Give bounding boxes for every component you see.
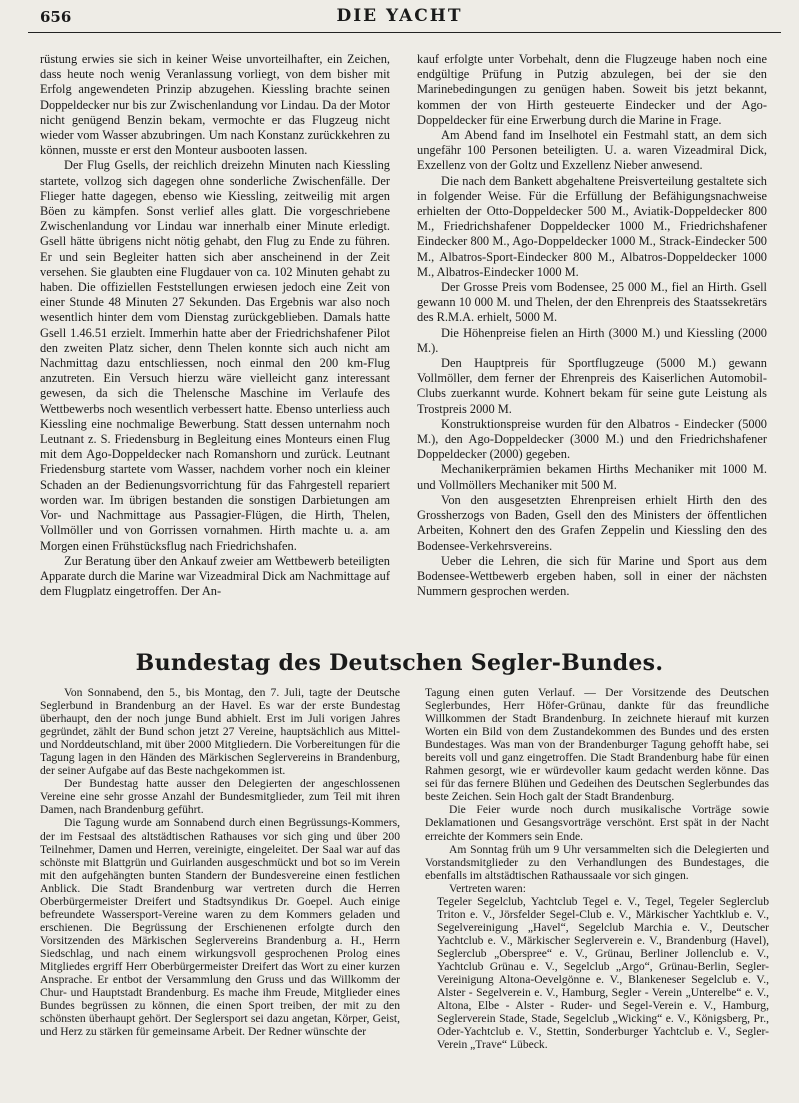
paragraph: Der Flug Gsells, der reichlich dreizehn Minuten nach Kiessling startete, vollzog sich dagegen ohne sonderliche Zwischenfälle. Der Flieger hatte dagegen, ebenso wie Kiessling, zeitweilig mit argen Böen zu kämpfen. Sonst verlief alles glatt. Die vorgeschriebene Zwischenlandung vor Lindau war innerhalb einer Minute erledigt. Gsell hätte übrigens nicht nötig gehabt, den Flug zu Ende zu führen. Er und sein Begleiter hatten sich aber anscheinend in der Zeit versehen. Sie glaubten eine Flugdauer von ca. 102 Minuten gehabt zu haben. Die offiziellen Feststellungen erwiesen jedoch eine Zeit von einer Stunde 48 Minuten 27 Sekunden. Das Ergebnis war also noch wesentlich hinter dem vom Dienstag zurückgeblieben. Damals hatte Gsell 1.46.51 erzielt. Immerhin hatte aber der Friedrichshafener Pilot den zweiten Platz sicher, denn Thelen konnte sich auch nicht am Nachmittag dazu entschliessen, noch einmal den 200 km-Flug anzutreten. Ein Versuch hierzu wäre vielleicht ganz interessant gewesen, da sich die Thelensche Maschine im Verlaufe des Wettbewerbs noch wesentlich verbessert hatte. Ebenso unterliess auch Kiessling eine nochmalige Bewerbung. Statt dessen unternahm noch Leutnant z. S. Friedensburg in Begleitung eines Monteurs einen Flug mit dem Ago-Doppeldecker nach Romanshorn und zurück. Leutnant Friedensburg startete vom Wasser, nachdem vorher noch ein kleiner Schaden an der Bedienungsvorrichtung für das Fahrgestell repariert worden war. Im übrigen bestanden die sonstigen Darbietungen am Vor- und Nachmittage aus Passagier-Flügen, die Hirth, Thelen, Vollmöller und von Gorrissen vornahmen. Hirth machte u. a. am Morgen einen Frühstücksflug nach Friedrichshafen. [40,158,390,553]
running-title: DIE YACHT [336,6,463,26]
paragraph: Die nach dem Bankett abgehaltene Preisverteilung gestaltete sich in folgender Weise. Für die Erfüllung der Befähigungsnachweise erhielten der Otto-Doppeldecker 500 M., Aviatik-Doppeldecker 800 M., Friedrichshafener Doppeldecker 1000 M., Friedrichshafener Eindecker 800 M., Ago-Doppeldecker 1000 M., Strack-Eindecker 500 M., Albatros-Sport-Eindecker 800 M., Albatros-Doppeldecker 1000 M., Albatros-Eindecker 1000 M. [417,173,767,279]
paragraph: Von den ausgesetzten Ehrenpreisen erhielt Hirth den des Grossherzogs von Baden, Gsell den des Ministers der öffentlichen Arbeiten, Kohnert den des Grafen Zeppelin und Kiessling den des Bodensee-Verkehrsvereins. [417,492,767,553]
header-rule [28,32,781,33]
paragraph: Zur Beratung über den Ankauf zweier am Wettbewerb beteiligten Apparate durch die Marine war Vizeadmiral Dick am Nachmittage auf dem Flugplatz eingetroffen. Der An- [40,553,390,599]
paragraph: Die Feier wurde noch durch musikalische Vorträge sowie Deklamationen und Gesangsvorträge verschönt. Erst spät in der Nacht erreichte der Kommers sein Ende. [425,803,769,843]
paragraph: rüstung erwies sie sich in keiner Weise unvorteilhafter, ein Zeichen, dass heute noch wenig Veranlassung vorliegt, von dem bisher mit Erfolg angewendeten Prinzip abzugehen. Kiessling brachte seinen Doppeldecker nur bis zur Zwischenlandung vor Lindau. Da der Motor nicht genügend Benzin bekam, vermochte er das Flugzeug nicht wieder vom Wasser abzubringen. Um nach Konstanz zurückkehren zu können, musste er erst den Monteur ausbooten lassen. [40,52,390,158]
paragraph: Tegeler Segelclub, Yachtclub Tegel e. V., Tegel, Tegeler Seglerclub Triton e. V., Jörsfelder Segel-Club e. V., Märkischer Yachtklub e. V., Segelvereinigung „Havel“, Segelclub Marchia e. V., Deutscher Yachtclub e. V., Märkischer Seglerverein e. V., Brandenburg (Havel), Seglerclub „Oberspree“ e. V., Grünau, Berliner Jollenclub e. V., Yachtclub Grünau e. V., Segelclub „Argo“, Grünau-Berlin, Segler-Vereinigung Altona-Oevelgönne e. V., Blankeneser Segelclub e. V., Alster - Segelverein e. V., Hamburg, Segler - Verein „Unterelbe“ e. V., Altona, Elbe - Alster - Ruder- und Segel-Verein e. V., Hamburg, Seglerverein Stade, Stade, Segelclub „Wicking“ e. V., Königsberg, Pr., Oder-Yachtclub e. V., Stettin, Sonderburger Yachtclub e. V., Segler-Verein „Trave“ Lübeck. [437,894,769,1052]
paragraph: Der Grosse Preis vom Bodensee, 25 000 M., fiel an Hirth. Gsell gewann 10 000 M. und Thelen, der den Ehrenpreis des Staatssekretärs des R.M.A. erhielt, 5000 M. [417,280,767,325]
paragraph: kauf erfolgte unter Vorbehalt, denn die Flugzeuge haben noch eine endgültige Prüfung in Putzig abzulegen, bei der sie den Marinebedingungen zu genügen haben. Soweit bis jetzt bekannt, kommen der von Hirth gesteuerte Eindecker und der Ago-Doppeldecker für eine Erwerbung durch die Marine in Frage. [417,52,767,127]
article-column-left [40,52,390,599]
paragraph: Tagung einen guten Verlauf. — Der Vorsitzende des Deutschen Seglerbundes, Herr Höfer-Grünau, dankte für das freundliche Willkommen der Stadt Brandenburg. In zeichnete hierauf mit kurzen Worten ein Bild von dem Zustandekommen des Bundes und des ersten Bundestages. Was man von der Brandenburger Tagung gehofft habe, sei bereits voll und ganz eingetroffen. Die Stadt Brandenburg habe für einen Rahmen gesorgt, wie er würdevoller kaum gedacht werden könne. Das sei für das fernere Blühen und Gedeihen des Deutschen Seglerbundes das beste Zeichen. Sein Hoch galt der Stadt Brandenburg. [425,686,769,804]
page-header [28,6,771,30]
paragraph: Den Hauptpreis für Sportflugzeuge (5000 M.) gewann Vollmöller, dem ferner der Ehrenpreis des Kaiserlichen Automobil-Clubs zuerkannt wurde. Kohnert bekam für seine gute Leistung als Trostpreis 2000 M. [417,356,767,416]
paragraph: Am Sonntag früh um 9 Uhr versammelten sich die Delegierten und Vorstandsmitglieder zu den Verhandlungen des Bundestages, die ebenfalls im altstädtischen Rathaussaale vor sich gingen. [425,842,769,882]
paragraph: Konstruktionspreise wurden für den Albatros - Eindecker (5000 M.), den Ago-Doppeldecker (3000 M.) und den Friedrichshafener Doppeldecker (2000) gegeben. [417,416,767,462]
report-column-right [425,686,769,1051]
paragraph: Die Tagung wurde am Sonnabend durch einen Begrüssungs-Kommers, der im Festsaal des altstädtischen Rathauses vor sich ging und über 200 Teilnehmer, Damen und Herren, vereinigte, eingeleitet. Der Saal war auf das schönste mit Blattgrün und Guirlanden ausgeschmückt und bot so im Verein mit den aufgehängten bunten Standern der Bundesvereine einen festlichen Anblick. Die Stadt Brandenburg war vertreten durch die Herren Oberbürgermeister Dreifert und Stadtsyndikus Dr. Goepel. Auch einige befreundete Wassersport-Vereine waren zu dem Kommers geladen und erschienen. Die Begrüssung der Erschienenen erfolgte durch den Vorsitzenden des Märkischen Seglervereins Brandenburg a. H., Herrn Siedschlag, und nach einem wirkungsvoll gesprochenen Prolog eines Mitgliedes ergriff Herr Oberbürgermeister Dreifert das Wort zu einer kurzen Ansprache. Er entbot der Versammlung den Gruss und das Willkomm der Chur- und Hauptstadt Brandenburg. Es mache ihm Freude, Mitglieder eines Bundes begrüssen zu können, die einen Sport treiben, der mit zu den schönsten überhaupt gehört. Der Seglersport sei dazu angetan, Körper, Geist, und Herz zu stärken für gemeinsame Arbeit. Der Redner wünschte der [40,816,400,1039]
paragraph: Von Sonnabend, den 5., bis Montag, den 7. Juli, tagte der Deutsche Seglerbund in Brandenburg an der Havel. Es war der erste Bundestag überhaupt, den der noch junge Bund abhielt. Erst im Juli vorigen Jahres gegründet, zählt der Bund schon jetzt 27 Vereine, hauptsächlich aus Mittel- und Norddeutschland, mit über 2000 Mitgliedern. Die Vorbereitungen für die Tagung lagen in den Händen des Märkischen Seglervereins in Brandenburg, der seiner Aufgabe auf das Beste nachgekommen ist. [40,686,400,778]
article-column-right [417,52,767,599]
report-column-left [40,686,400,1038]
section-title: Bundestag des Deutschen Segler-Bundes. [135,650,664,676]
page-number: 656 [40,8,72,26]
paragraph: Ueber die Lehren, die sich für Marine und Sport aus dem Bodensee-Wettbewerb ergeben haben, soll in einer der nächsten Nummern gesprochen werden. [417,553,767,599]
paragraph: Am Abend fand im Inselhotel ein Festmahl statt, an dem sich ungefähr 100 Personen beteiligten. U. a. waren Vizeadmiral Dick, Exzellenz von der Goltz und Exzellenz Nieber anwesend. [417,128,767,173]
paragraph: Vertreten waren: [449,881,526,895]
paragraph: Die Höhenpreise fielen an Hirth (3000 M.) und Kiessling (2000 M.). [417,325,767,355]
paragraph: Der Bundestag hatte ausser den Delegierten der angeschlossenen Vereine eine sehr grosse Anzahl der Bundesmitglieder, zum Teil mit ihren Damen, nach Brandenburg geführt. [40,777,400,817]
paragraph: Mechanikerprämien bekamen Hirths Mechaniker mit 1000 M. und Vollmöllers Mechaniker mit 500 M. [417,462,767,492]
